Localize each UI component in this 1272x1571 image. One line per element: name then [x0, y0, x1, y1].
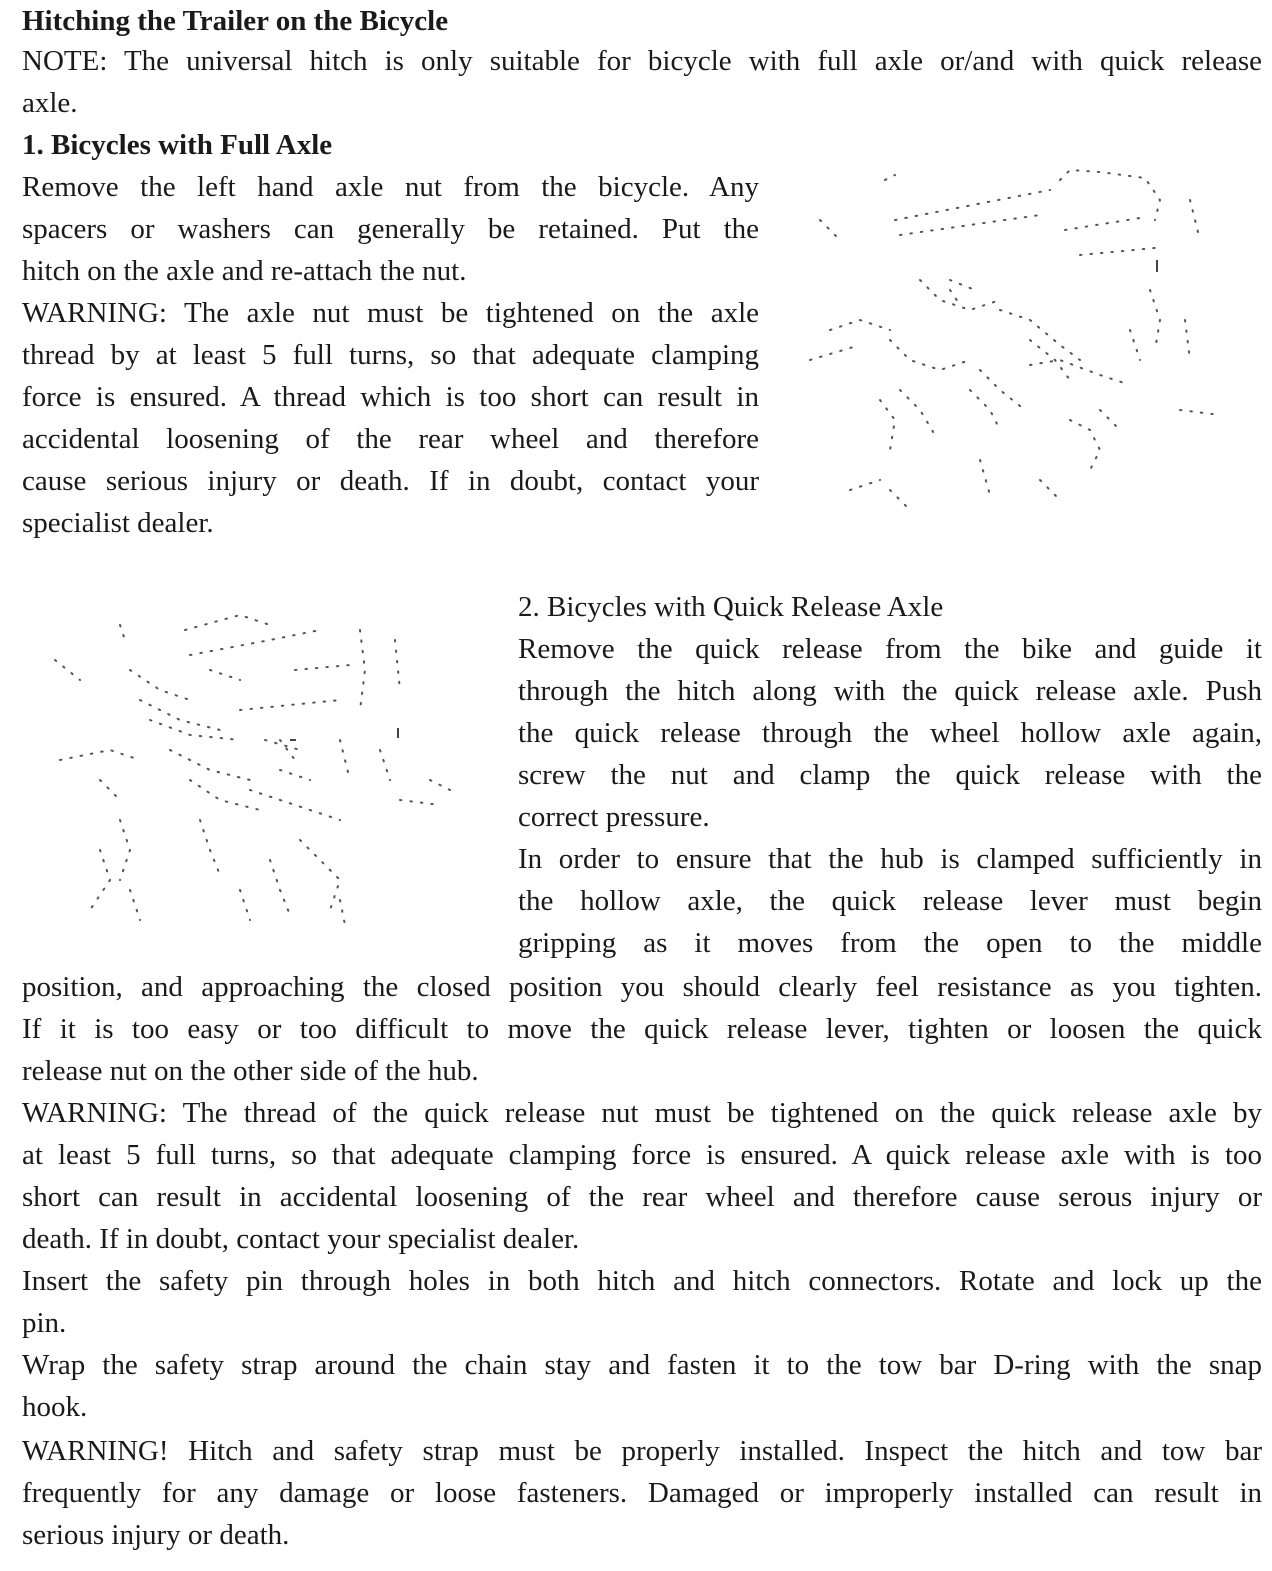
section2-line: short can result in accidental loosening of the rear wheel and therefore cause serous injury or [22, 1181, 1262, 1213]
quick-release-hitch-figure [40, 610, 470, 940]
section2-line: the hollow axle, the quick release lever must begin [518, 885, 1262, 917]
section2-line: If it is too easy or too difficult to move the quick release lever, tighten or loosen the quick [22, 1013, 1262, 1045]
note-line: NOTE: The universal hitch is only suitable for bicycle with full axle or/and with quick release [22, 45, 1262, 77]
quick-release-hitch-illustration [40, 610, 470, 940]
section1-line: WARNING: The axle nut must be tightened on the axle [22, 297, 759, 329]
section2-line: Wrap the safety strap around the chain stay and fasten it to the tow bar D-ring with the snap [22, 1349, 1262, 1381]
section2-line: death. If in doubt, contact your specialist dealer. [22, 1223, 580, 1255]
full-axle-hitch-illustration [800, 160, 1240, 520]
section1-line: spacers or washers can generally be retained. Put the [22, 213, 759, 245]
full-axle-hitch-figure [800, 160, 1240, 520]
document-title: Hitching the Trailer on the Bicycle [22, 5, 449, 37]
section2-line: Insert the safety pin through holes in both hitch and hitch connectors. Rotate and lock up the [22, 1265, 1262, 1297]
section2-line: at least 5 full turns, so that adequate clamping force is ensured. A quick release axle with is too [22, 1139, 1262, 1171]
section2-line: release nut on the other side of the hub. [22, 1055, 479, 1087]
section2-line: WARNING! Hitch and safety strap must be properly installed. Inspect the hitch and tow bar [22, 1435, 1262, 1467]
section1-line: Remove the left hand axle nut from the bicycle. Any [22, 171, 759, 203]
section1-line: accidental loosening of the rear wheel and therefore [22, 423, 759, 455]
section2-line: frequently for any damage or loose fasteners. Damaged or improperly installed can result in [22, 1477, 1262, 1509]
section2-line: hook. [22, 1391, 88, 1423]
section2-line: correct pressure. [518, 801, 710, 833]
section2-line: the quick release through the wheel hollow axle again, [518, 717, 1262, 749]
section1-line: hitch on the axle and re-attach the nut. [22, 255, 467, 287]
section1-line: force is ensured. A thread which is too short can result in [22, 381, 759, 413]
section2-line: Remove the quick release from the bike and guide it [518, 633, 1262, 665]
section1-heading: 1. Bicycles with Full Axle [22, 129, 333, 161]
section1-line: cause serious injury or death. If in doubt, contact your [22, 465, 759, 497]
section2-line: pin. [22, 1307, 67, 1339]
section2-line: serious injury or death. [22, 1519, 290, 1551]
section2-line: through the hitch along with the quick release axle. Push [518, 675, 1262, 707]
section2-line: gripping as it moves from the open to the middle [518, 927, 1262, 959]
section2-heading: 2. Bicycles with Quick Release Axle [518, 591, 944, 623]
section1-line: thread by at least 5 full turns, so that adequate clamping [22, 339, 759, 371]
section2-line: WARNING: The thread of the quick release nut must be tightened on the quick release axle by [22, 1097, 1262, 1129]
section2-line: screw the nut and clamp the quick release with the [518, 759, 1262, 791]
section1-line: specialist dealer. [22, 507, 214, 539]
section2-line: In order to ensure that the hub is clamped sufficiently in [518, 843, 1262, 875]
note-line: axle. [22, 87, 78, 119]
section2-line: position, and approaching the closed position you should clearly feel resistance as you tighten. [22, 971, 1262, 1003]
